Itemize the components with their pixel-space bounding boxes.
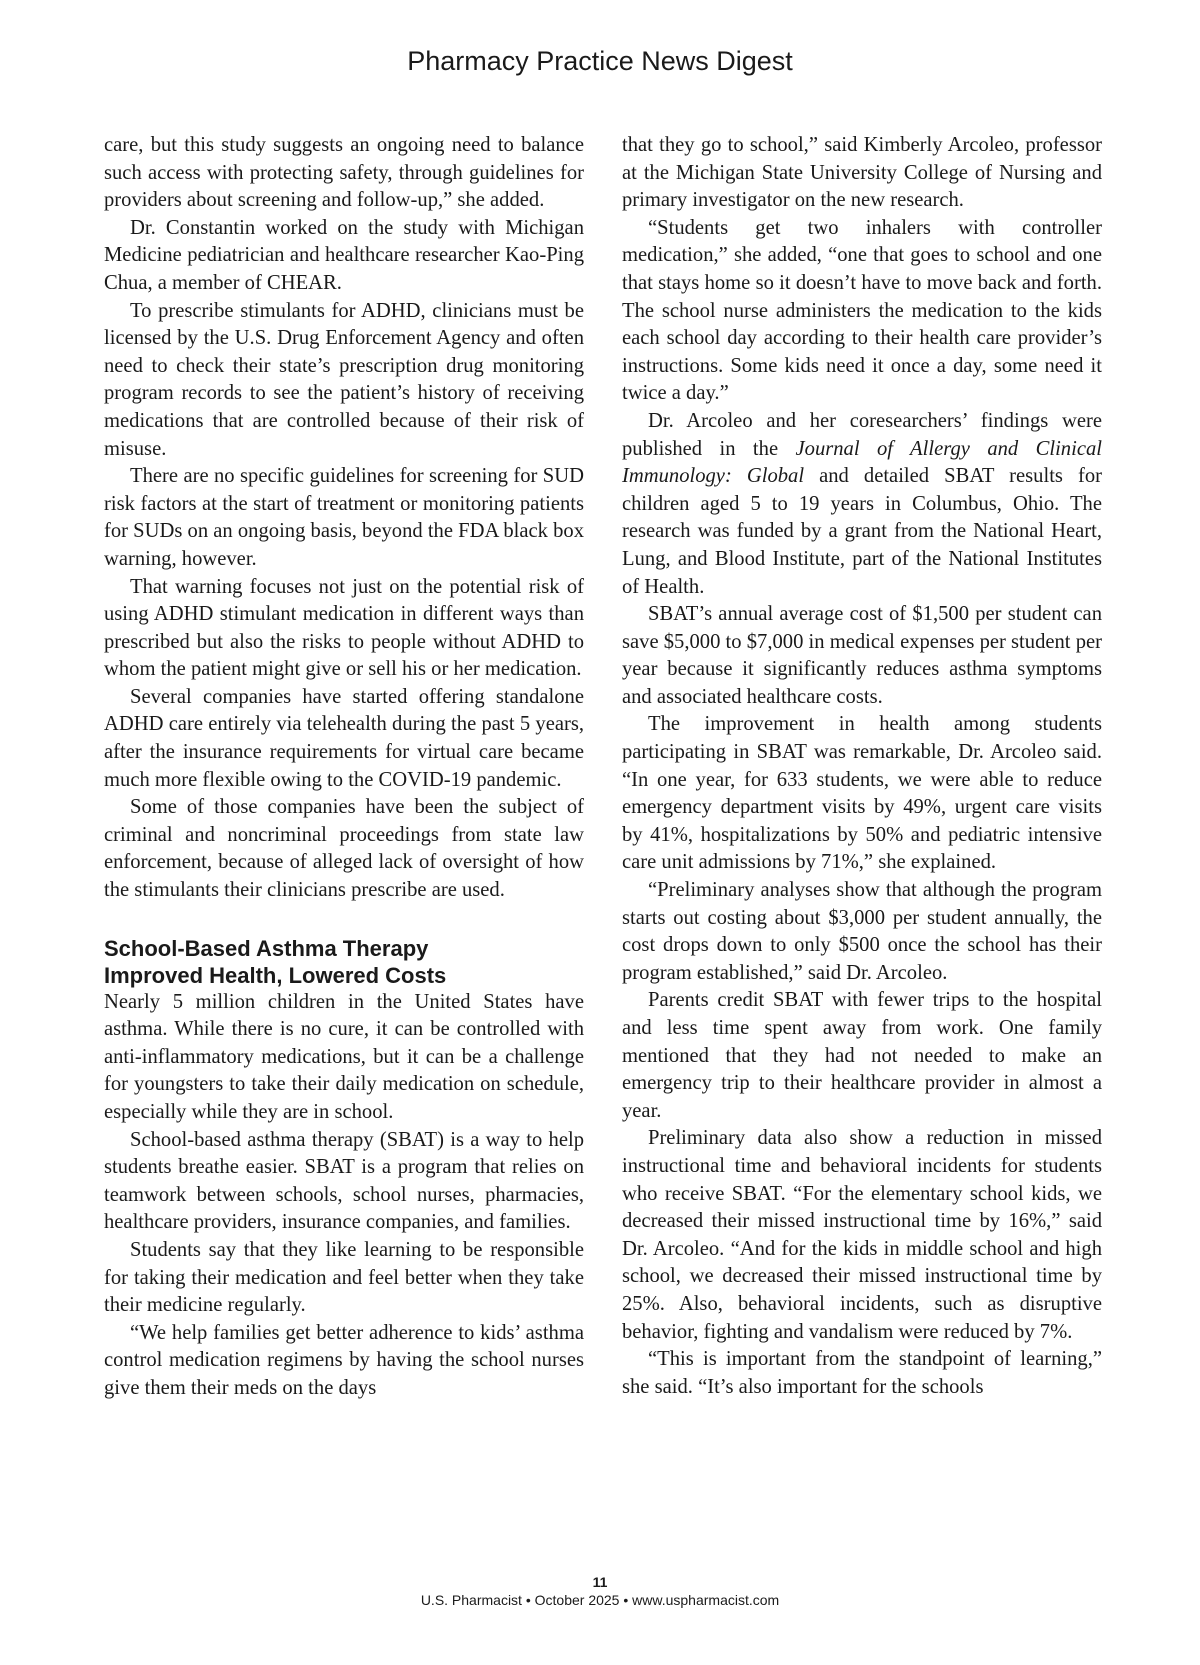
paragraph: Preliminary data also show a reduction in missed instructional time and behavioral incidents for students who receive SBAT. “For the elementary school kids, we decreased their missed instructional time by 16%,” said Dr. Arcoleo. “And for the kids in middle school and high school, we decreased their missed instructional time by 25%. Also, behavioral incidents, such as disruptive behavior, fighting and vandalism were reduced by 7%. xyxy=(622,1127,1102,1343)
section-heading-line: Improved Health, Lowered Costs xyxy=(104,962,447,988)
paragraph-text: and detailed SBAT results for children aged 5 to 19 years in Columbus, Ohio. The research was funded by a grant from the National Heart, Lung, and Blood Institute, part of the National Institutes of Health. xyxy=(622,465,1102,598)
paragraph: “This is important from the standpoint of learning,” she said. “It’s also important for the schools xyxy=(622,1348,1102,1398)
paragraph: To prescribe stimulants for ADHD, clinicians must be licensed by the U.S. Drug Enforcement Agency and often need to check their state’s prescription drug monitoring program records to see the patient’s history of receiving medications that are controlled because of their risk of misuse. xyxy=(104,299,584,460)
paragraph: Dr. Constantin worked on the study with Michigan Medicine pediatrician and healthcare researcher Kao-Ping Chua, a member of CHEAR. xyxy=(104,216,584,294)
paragraph-text: Dr. Arcoleo and her coresearchers’ findings were published in the xyxy=(622,409,1102,460)
paragraph: SBAT’s annual average cost of $1,500 per student can save $5,000 to $7,000 in medical expenses per student per year because it significantly reduces asthma symptoms and associated healthcare costs. xyxy=(622,603,1102,708)
journal-title: Journal of Allergy and Clinical Immunology: Global xyxy=(622,437,1102,488)
paragraph: “Students get two inhalers with controller medication,” she added, “one that goes to school and one that stays home so it doesn’t have to move back and forth. The school nurse administers the medication to the kids each school day according to their health care provider’s instructions. Some kids need it once a day, some need it twice a day.” xyxy=(622,216,1102,405)
paragraph: Students say that they like learning to be responsible for taking their medication and feel better when they take their medicine regularly. xyxy=(104,1238,584,1317)
paragraph xyxy=(622,408,1102,601)
paragraph: “Preliminary analyses show that although the program starts out costing about $3,000 per student annually, the cost drops down to only $500 once the school has their program established,” said Dr. Arcoleo. xyxy=(622,879,1102,984)
paragraph: Several companies have started offering standalone ADHD care entirely via telehealth during the past 5 years, after the insurance requirements for virtual care became much more flexible owing to the COVID-19 pandemic. xyxy=(104,685,584,791)
paragraph: That warning focuses not just on the potential risk of using ADHD stimulant medication in different ways than prescribed but also the risks to people without ADHD to whom the patient might give or sell his or her medication. xyxy=(104,575,584,681)
page-header-title: Pharmacy Practice News Digest xyxy=(407,46,793,76)
section-heading-line: School-Based Asthma Therapy xyxy=(104,935,429,961)
paragraph: Parents credit SBAT with fewer trips to the hospital and less time spent away from work. One family mentioned that they had not needed to make an emergency trip to their healthcare provider in almost a year. xyxy=(622,989,1102,1122)
paragraph: “We help families get better adherence to kids’ asthma control medication regimens by having the school nurses give them their meds on the days xyxy=(104,1321,584,1399)
paragraph: The improvement in health among students participating in SBAT was remarkable, Dr. Arcoleo said. “In one year, for 633 students, we were able to reduce emergency department visits by 49%, urgent care visits by 41%, hospitalizations by 50% and pediatric intensive care unit admissions by 71%,” she explained. xyxy=(622,713,1102,874)
page-number: 11 xyxy=(592,1574,608,1590)
page-footer xyxy=(0,1573,1200,1609)
paragraph: Some of those companies have been the subject of criminal and noncriminal proceedings from state law enforcement, because of alleged lack of oversight of how the stimulants their clinicians prescribe are used. xyxy=(104,796,584,902)
paragraph: Nearly 5 million children in the United States have asthma. While there is no cure, it can be controlled with anti-inflammatory medications, but it can be a challenge for youngsters to take their daily medication on schedule, especially while they are in school. xyxy=(104,990,584,1123)
paragraph: care, but this study suggests an ongoing need to balance such access with protecting safety, through guidelines for providers about screening and follow-up,” she added. xyxy=(104,134,584,212)
footer-publication-line: U.S. Pharmacist • October 2025 • www.uspharmacist.com xyxy=(420,1592,780,1608)
paragraph: that they go to school,” said Kimberly Arcoleo, professor at the Michigan State University College of Nursing and primary investigator on the new research. xyxy=(622,134,1102,212)
left-column xyxy=(104,132,584,1403)
right-column xyxy=(622,132,1102,1401)
paragraph: School-based asthma therapy (SBAT) is a way to help students breathe easier. SBAT is a program that relies on teamwork between schools, school nurses, pharmacies, healthcare providers, insurance companies, and families. xyxy=(104,1128,584,1234)
paragraph: There are no specific guidelines for screening for SUD risk factors at the start of treatment or monitoring patients for SUDs on an ongoing basis, beyond the FDA black box warning, however. xyxy=(104,465,584,570)
section-heading xyxy=(104,935,584,989)
